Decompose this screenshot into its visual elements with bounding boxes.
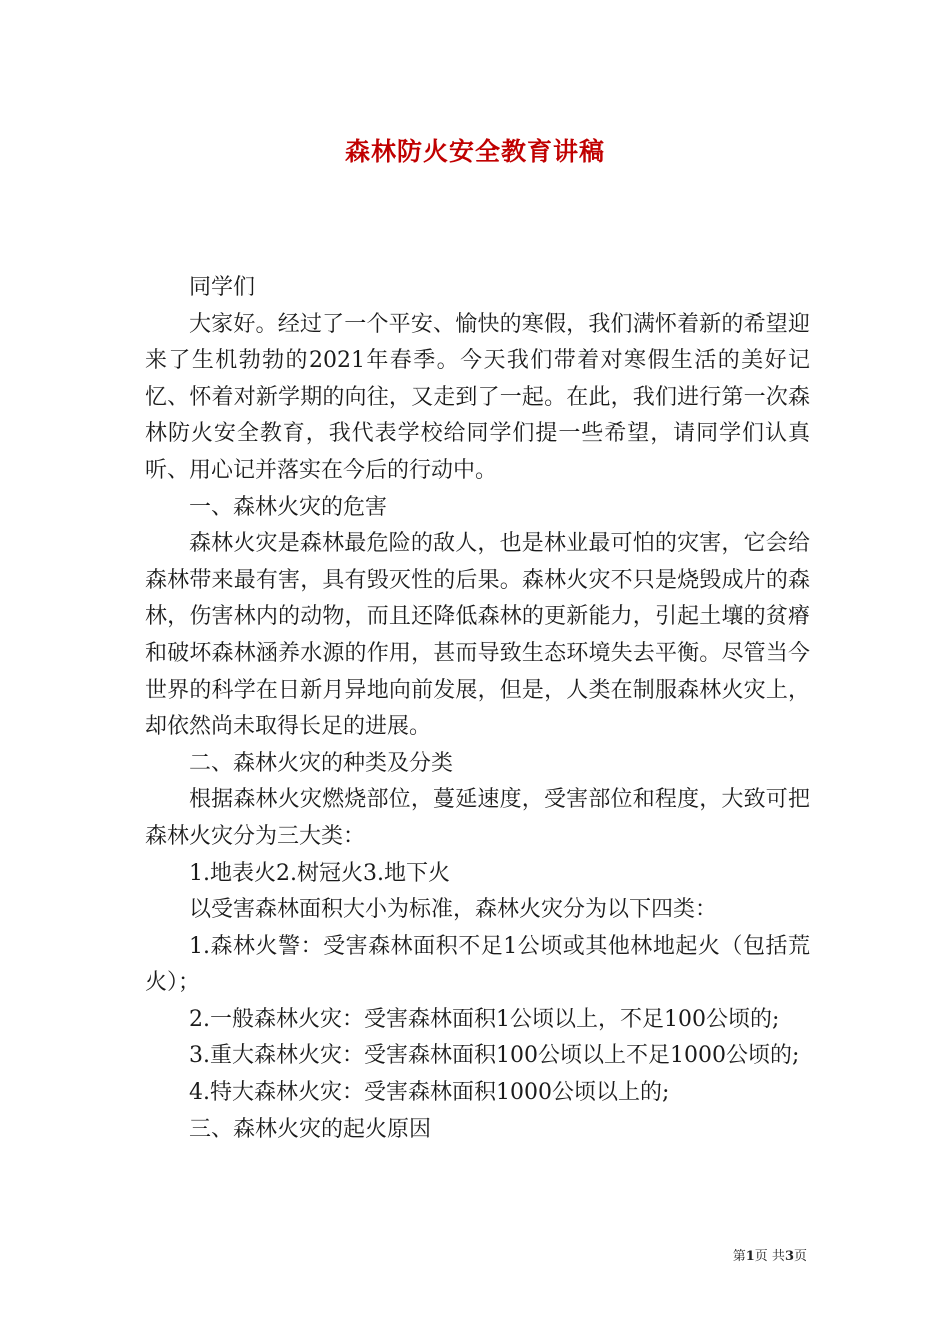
document-body	[145, 270, 810, 1148]
footer-current-page: 1	[745, 1249, 755, 1264]
fire-types-list: 1.地表火2.树冠火3.地下火	[189, 860, 450, 886]
classification-item-4: 4.特大森林火灾：受害森林面积1000公顷以上的;	[189, 1080, 670, 1106]
section-2-paragraph: 根据森林火灾燃烧部位，蔓延速度，受害部位和程度，大致可把森林火灾分为三大类：	[145, 787, 810, 849]
classification-intro: 以受害森林面积大小为标准，森林火灾分为以下四类：	[189, 897, 718, 923]
footer-suffix: 页	[793, 1249, 807, 1264]
classification-item-2: 2.一般森林火灾：受害森林面积1公顷以上，不足100公顷的;	[189, 1006, 780, 1032]
salutation: 同学们	[189, 275, 256, 300]
document-title: 森林防火安全教育讲稿	[344, 137, 605, 166]
footer-prefix: 第	[732, 1249, 746, 1264]
classification-item-3: 3.重大森林火灾：受害森林面积100公顷以上不足1000公顷的;	[189, 1043, 800, 1069]
footer-total-pages: 3	[784, 1249, 794, 1264]
classification-item-1: 1.森林火警：受害森林面积不足1公顷或其他林地起火（包括荒火）；	[145, 933, 810, 996]
footer-middle: 页 共	[754, 1249, 785, 1264]
page-number-footer	[733, 1245, 807, 1264]
section-heading-1: 一、森林火灾的危害	[189, 494, 388, 520]
section-heading-2: 二、森林火灾的种类及分类	[189, 750, 454, 776]
intro-paragraph: 大家好。经过了一个平安、愉快的寒假，我们满怀着新的希望迎来了生机勃勃的2021年春季。今天我们带着对寒假生活的美好记忆、怀着对新学期的向往，又走到了一起。在此，我们进行第一次森林防火安全教育，我代表学校给同学们提一些希望，请同学们认真听、用心记并落实在今后的行动中。	[145, 311, 810, 483]
section-1-paragraph: 森林火灾是森林最危险的敌人，也是林业最可怕的灾害，它会给森林带来最有害，具有毁灭性的后果。森林火灾不只是烧毁成片的森林，伤害林内的动物，而且还降低森林的更新能力，引起土壤的贫瘠和破坏森林涵养水源的作用，甚而导致生态环境失去平衡。尽管当今世界的科学在日新月异地向前发展，但是，人类在制服森林火灾上，却依然尚未取得长足的进展。	[145, 531, 810, 740]
section-heading-3: 三、森林火灾的起火原因	[189, 1116, 432, 1142]
